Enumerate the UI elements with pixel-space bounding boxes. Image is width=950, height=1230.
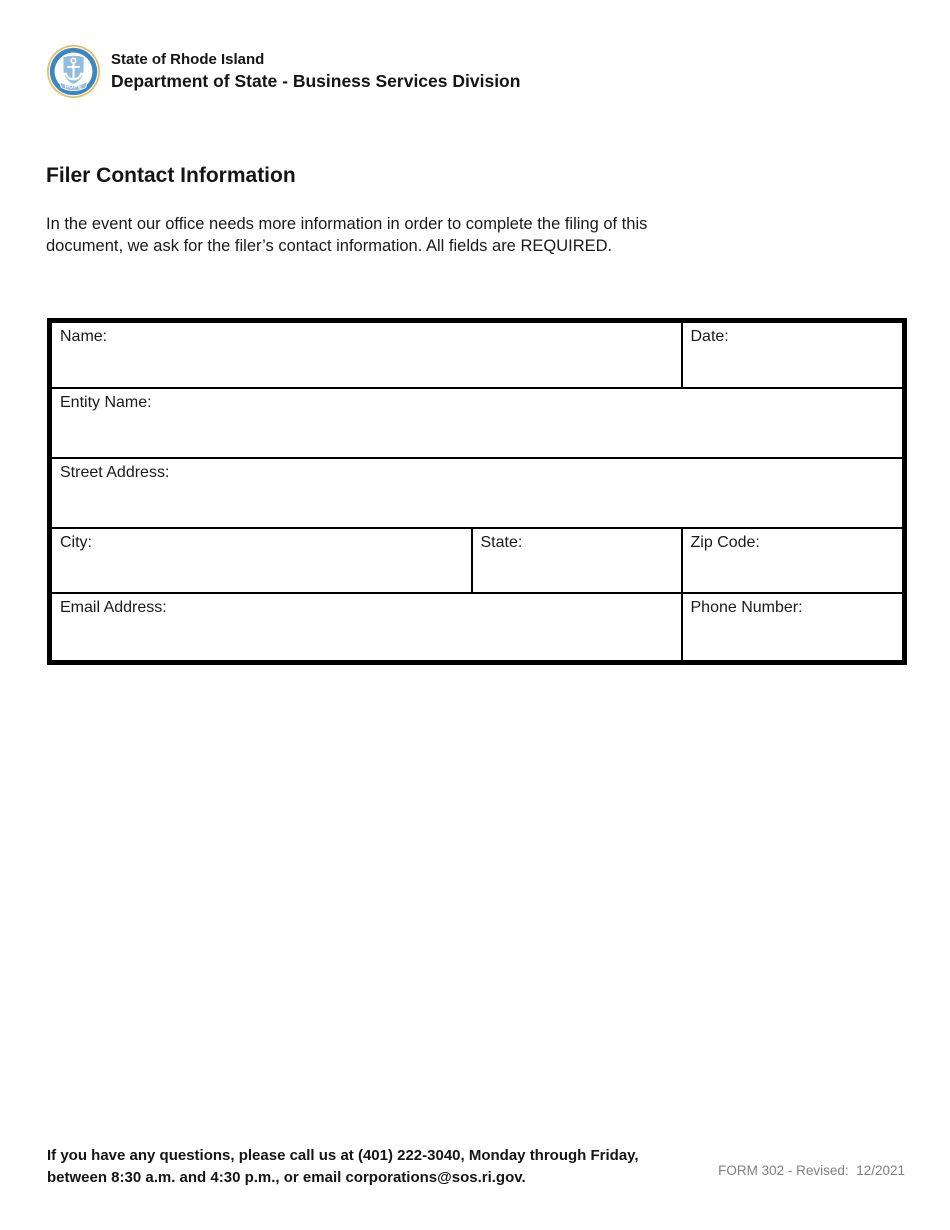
table-row <box>50 528 905 593</box>
field-label: Zip Code: <box>690 533 760 551</box>
city-field[interactable] <box>50 528 472 593</box>
zip-code-field[interactable] <box>682 528 905 593</box>
date-field[interactable] <box>682 321 905 388</box>
field-label: Phone Number: <box>690 598 803 616</box>
org-division: Department of State - Business Services Division <box>111 71 521 91</box>
table-row <box>50 321 905 388</box>
state-field[interactable] <box>472 528 682 593</box>
org-name: State of Rhode Island <box>111 51 265 68</box>
table-row <box>50 458 905 528</box>
footer-help-line-2: between 8:30 a.m. and 4:30 p.m., or email corporations@sos.ri.gov. <box>47 1168 526 1186</box>
document-header <box>47 45 520 98</box>
table-row <box>50 593 905 663</box>
logo-motto-text: HOPE <box>64 84 83 91</box>
field-label: Entity Name: <box>60 393 152 411</box>
field-label: State: <box>480 533 523 551</box>
field-label: Email Address: <box>60 598 167 616</box>
name-field[interactable] <box>50 321 682 388</box>
field-label: Name: <box>60 328 108 345</box>
org-title-block <box>111 51 520 92</box>
ri-state-seal-icon <box>47 45 100 98</box>
intro-line-1: In the event our office needs more information in order to complete the filing of this <box>46 215 648 233</box>
email-address-field[interactable] <box>50 593 682 663</box>
intro-paragraph <box>46 213 647 257</box>
field-label: Street Address: <box>60 463 170 481</box>
form-revision-label: FORM 302 - Revised: 12/2021 <box>718 1163 905 1178</box>
street-address-field[interactable] <box>50 458 905 528</box>
entity-name-field[interactable] <box>50 388 905 458</box>
contact-form-table <box>47 318 907 665</box>
field-label: Date: <box>690 328 729 345</box>
footer-help-line-1: If you have any questions, please call us at (401) 222-3040, Monday through Friday, <box>47 1147 639 1164</box>
page-title: Filer Contact Information <box>46 164 296 187</box>
field-label: City: <box>60 533 92 551</box>
table-row <box>50 388 905 458</box>
phone-number-field[interactable] <box>682 593 905 663</box>
intro-line-2: document, we ask for the filer’s contact information. All fields are REQUIRED. <box>46 237 613 255</box>
footer-help-text <box>47 1145 639 1188</box>
